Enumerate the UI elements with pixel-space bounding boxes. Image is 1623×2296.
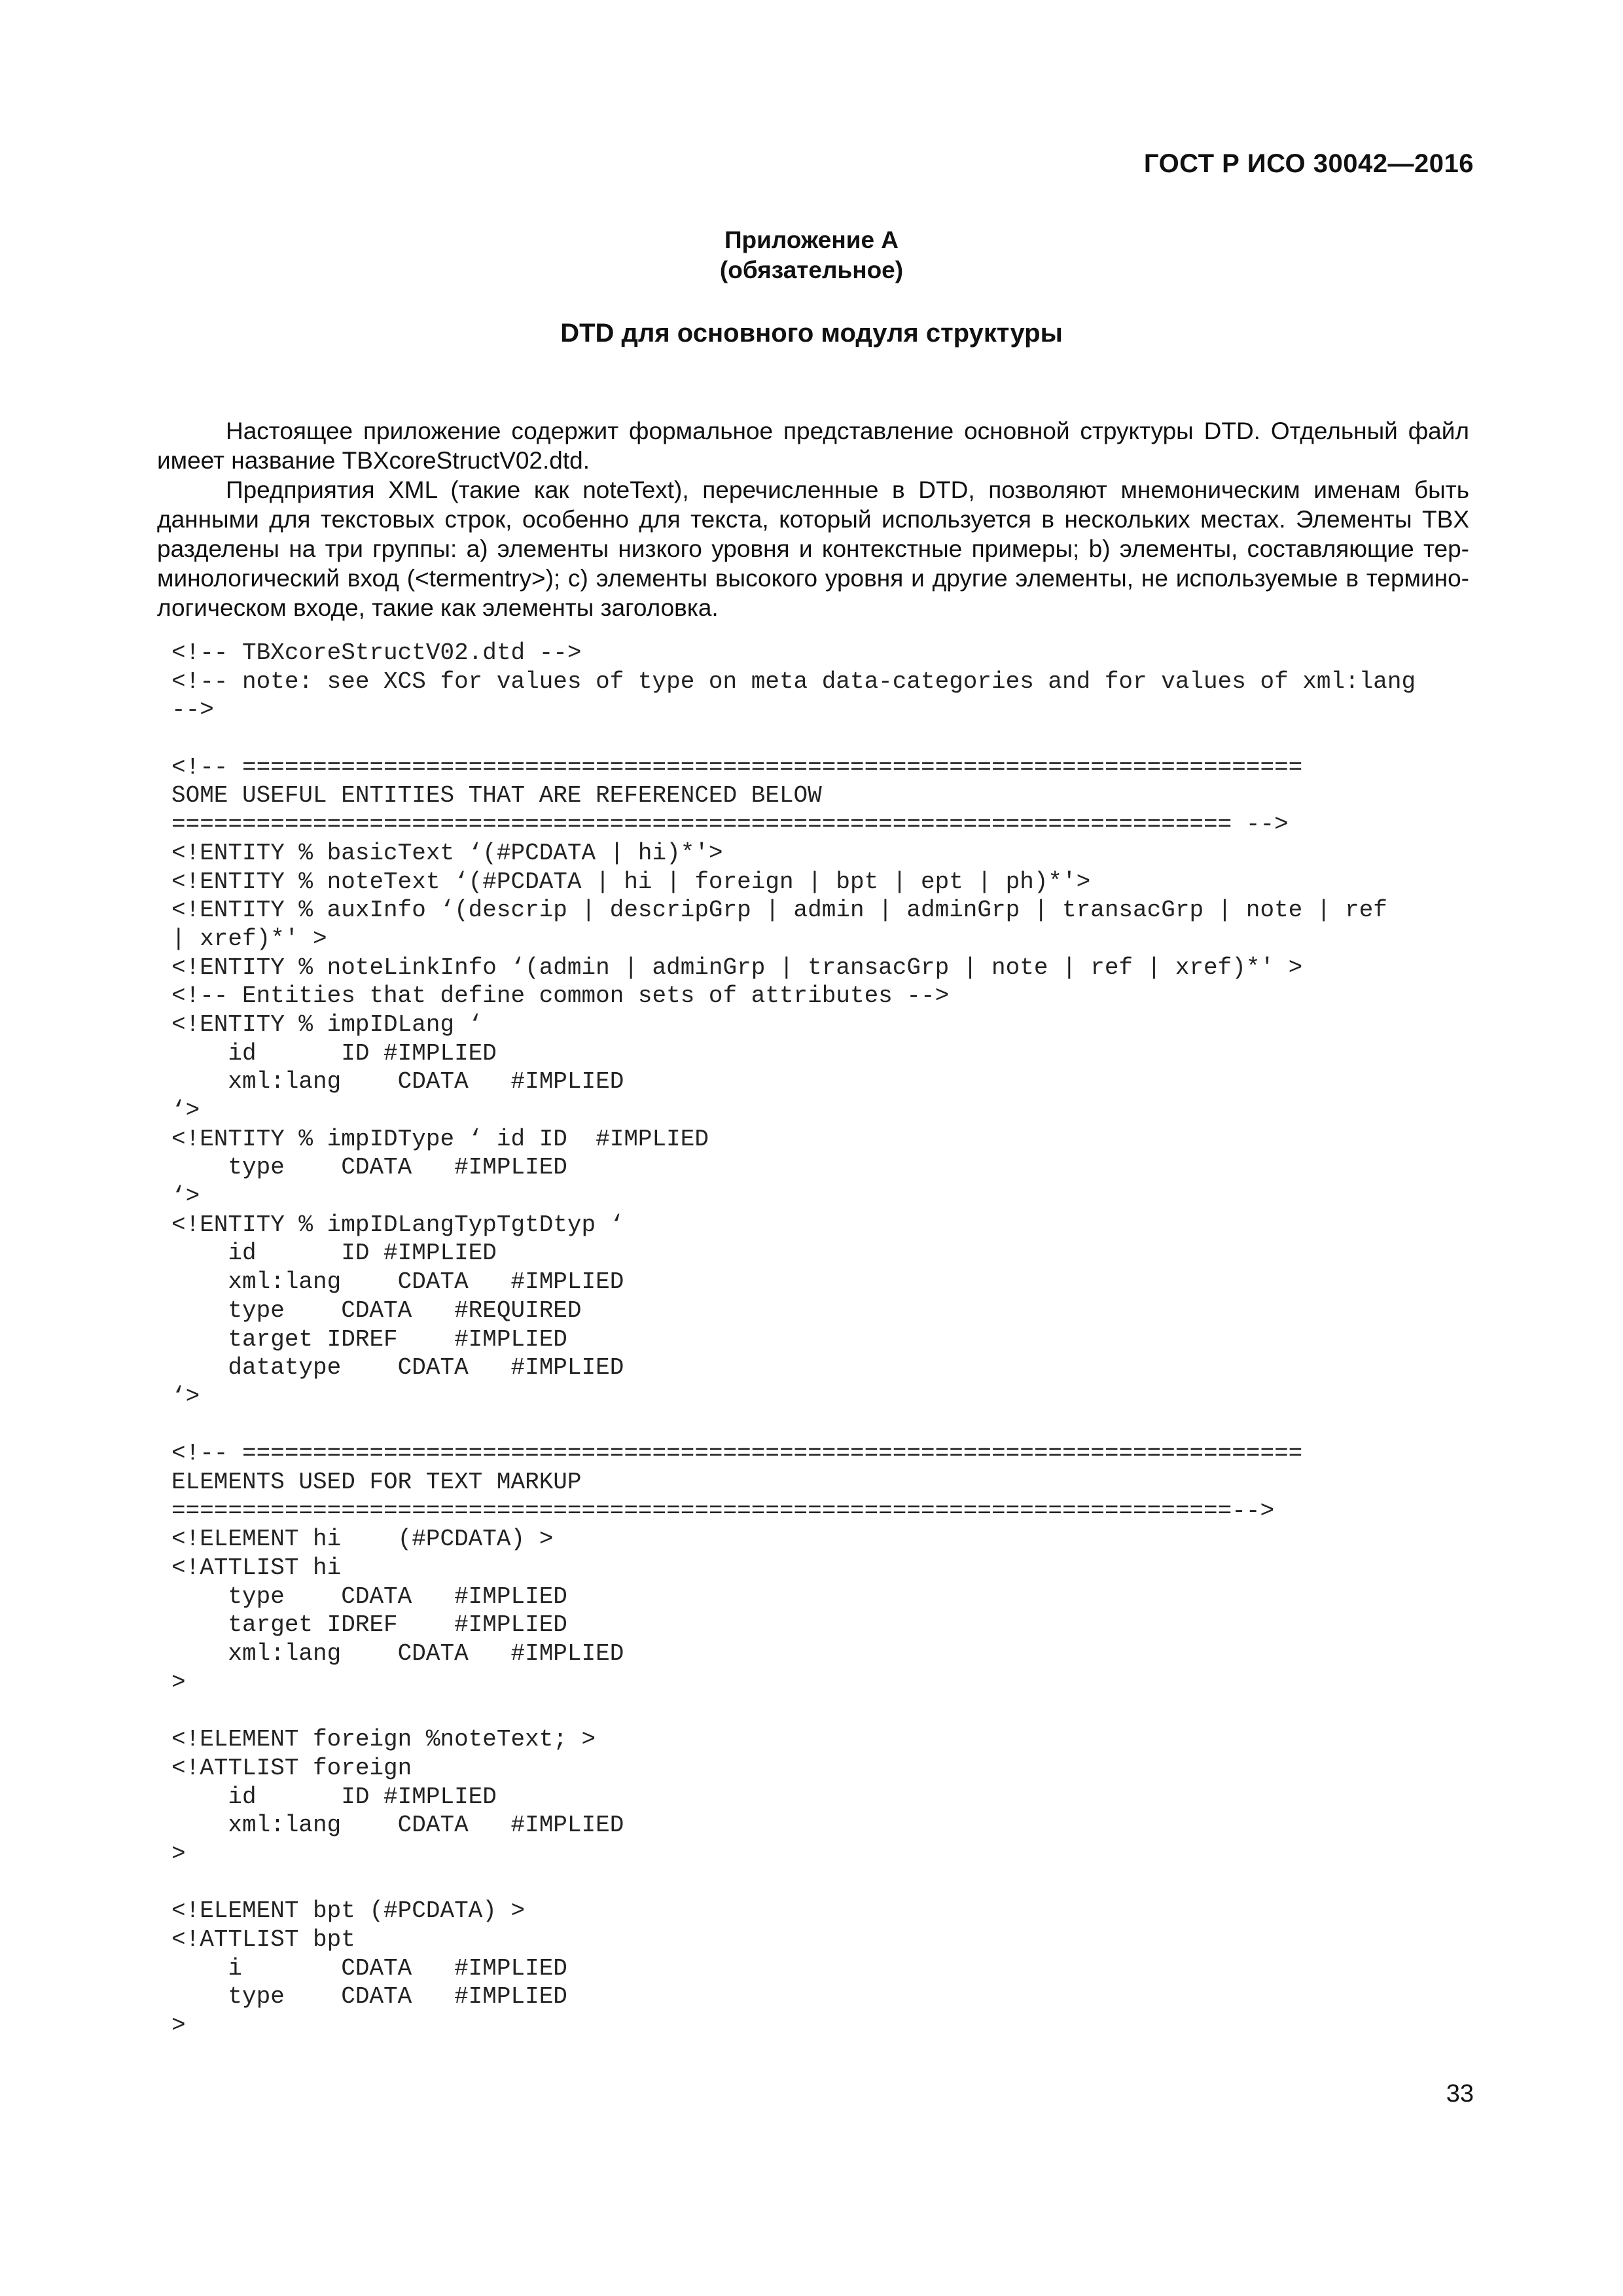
code-line: <!ATTLIST bpt (171, 1926, 355, 1953)
code-line: xml:lang CDATA #IMPLIED (171, 1068, 624, 1096)
code-line: type CDATA #IMPLIED (171, 1983, 567, 2011)
code-line: <!ENTITY % noteText ‘(#PCDATA | hi | foreign | bpt | ept | ph)*'> (171, 868, 1091, 895)
code-line: xml:lang CDATA #IMPLIED (171, 1268, 624, 1296)
code-line: <!-- =========================================================================== (171, 753, 1303, 781)
code-line: i CDATA #IMPLIED (171, 1954, 567, 1982)
code-line: | xref)*' > (171, 925, 327, 952)
code-line: <!ELEMENT bpt (#PCDATA) > (171, 1897, 526, 1925)
code-line: ELEMENTS USED FOR TEXT MARKUP (171, 1468, 582, 1496)
intro-text (157, 416, 1469, 622)
code-line: type CDATA #IMPLIED (171, 1154, 567, 1181)
code-line: > (171, 2012, 186, 2039)
code-line: datatype CDATA #IMPLIED (171, 1354, 624, 1382)
code-line: <!ENTITY % basicText ‘(#PCDATA | hi)*'> (171, 839, 723, 867)
page-number: 33 (1446, 2080, 1474, 2108)
annex-title: Приложение А (724, 226, 899, 253)
code-line (171, 1869, 1480, 1897)
code-line: xml:lang CDATA #IMPLIED (171, 1812, 624, 1839)
code-line: SOME USEFUL ENTITIES THAT ARE REFERENCED BELOW (171, 782, 822, 810)
code-line: <!ELEMENT hi (#PCDATA) > (171, 1526, 554, 1553)
code-line: <!-- =========================================================================== (171, 1440, 1303, 1467)
code-line: <!-- TBXcoreStructV02.dtd --> (171, 639, 582, 666)
code-line: id ID #IMPLIED (171, 1783, 497, 1810)
intro-paragraph: Предприятия XML (такие как noteText), перечисленные в DTD, позволяют мнемоническим именам быть данными для текстовых строк, особенно для текста, который используется в нескольких местах. Элементы TBX разделены на три группы: a) элементы низкого уровня и контекстные примеры; b) элементы, составляющие терминологический вход (<termentry>); c) элементы высокого уровня и другие элементы, не используемые в терминологическом входе, такие как элементы заголовка. (157, 476, 1469, 621)
code-line: type CDATA #IMPLIED (171, 1583, 567, 1610)
code-line: <!ENTITY % impIDLang ‘ (171, 1011, 483, 1038)
code-line: target IDREF #IMPLIED (171, 1325, 567, 1353)
intro-paragraph: Настоящее приложение содержит формальное представление основной структуры DTD. Отдельный файл имеет название TBXcoreStructV02.dtd. (157, 418, 1469, 474)
code-line: <!ENTITY % auxInfo ‘(descrip | descripGrp | admin | adminGrp | transacGrp | note | ref (171, 897, 1387, 924)
code-line: =========================================================================== --> (171, 811, 1289, 838)
code-line: <!ATTLIST foreign (171, 1754, 412, 1782)
code-line: ‘> (171, 1097, 200, 1124)
code-line: ‘> (171, 1183, 200, 1210)
code-line: ‘> (171, 1382, 200, 1410)
code-line (171, 1411, 1480, 1440)
code-line: <!ATTLIST hi (171, 1554, 342, 1581)
code-line: > (171, 1840, 186, 1867)
code-line (171, 1696, 1480, 1725)
code-line: <!ELEMENT foreign %noteText; > (171, 1726, 596, 1753)
code-line: <!ENTITY % impIDType ‘ id ID #IMPLIED (171, 1125, 709, 1153)
code-line: <!ENTITY % noteLinkInfo ‘(admin | adminGrp | transacGrp | note | ref | xref)*' > (171, 954, 1303, 981)
code-line: xml:lang CDATA #IMPLIED (171, 1640, 624, 1668)
dtd-code-listing (171, 639, 1480, 2040)
annex-status-note: (обязательное) (719, 257, 904, 283)
code-line: id ID #IMPLIED (171, 1240, 497, 1267)
annex-heading: DTD для основного модуля структуры (560, 319, 1063, 348)
code-line: <!ENTITY % impIDLangTypTgtDtyp ‘ (171, 1211, 624, 1238)
code-line (171, 725, 1480, 753)
code-line: --> (171, 696, 214, 724)
code-line: <!-- note: see XCS for values of type on meta data-categories and for values of xml:lang (171, 668, 1416, 695)
code-line: ===========================================================================--> (171, 1497, 1275, 1524)
code-line: > (171, 1668, 186, 1696)
code-line: id ID #IMPLIED (171, 1039, 497, 1067)
code-line: target IDREF #IMPLIED (171, 1611, 567, 1639)
code-line: type CDATA #REQUIRED (171, 1297, 582, 1324)
standard-id-header: ГОСТ Р ИСО 30042—2016 (1143, 149, 1474, 178)
code-line: <!-- Entities that define common sets of attributes --> (171, 982, 950, 1010)
